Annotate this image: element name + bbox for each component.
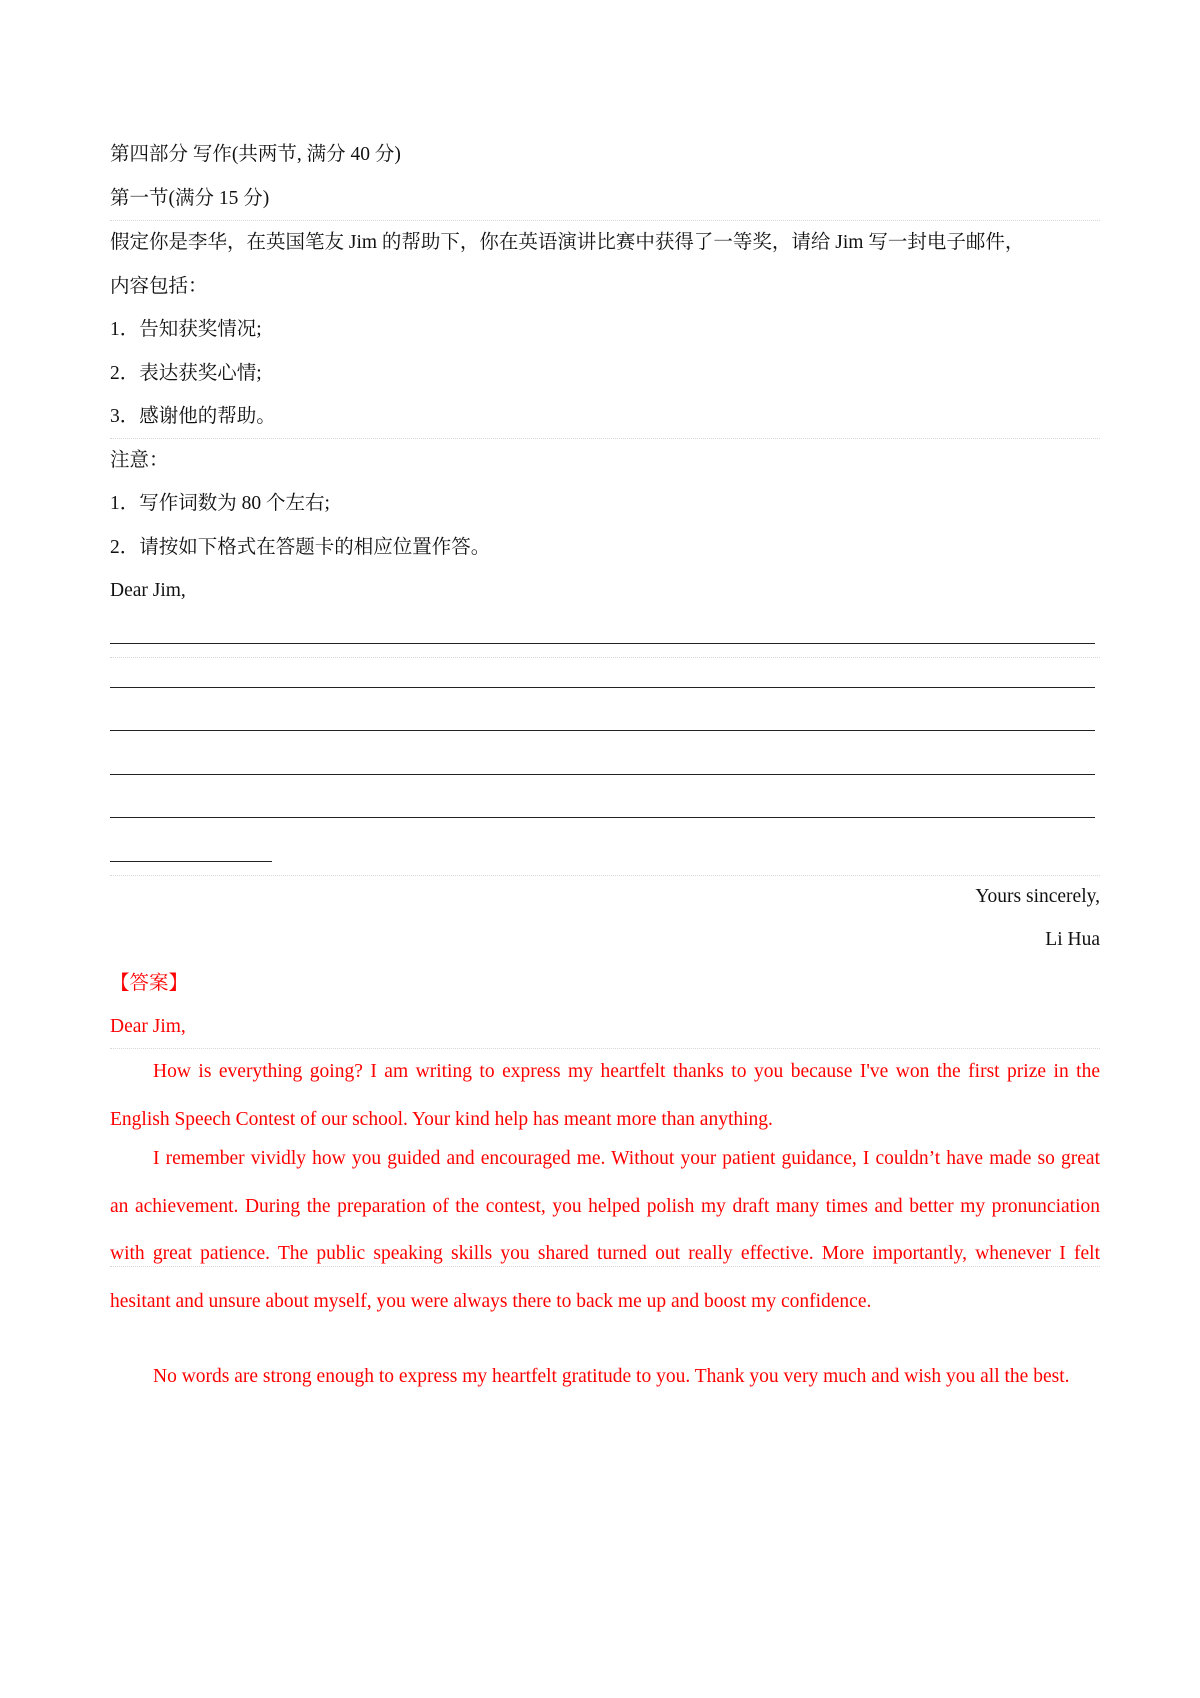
- note-item: 2．请按如下格式在答题卡的相应位置作答。: [110, 537, 491, 558]
- dotted-divider: [110, 1266, 1100, 1267]
- dotted-divider: [110, 220, 1100, 221]
- answer-blank-line: [110, 643, 1095, 644]
- answer-greeting: Dear Jim,: [110, 1016, 186, 1037]
- answer-blank-line: [110, 861, 272, 862]
- notes-title: 注意：: [110, 450, 169, 471]
- section-title: 第一节(满分 15 分): [110, 188, 270, 209]
- part-title: 第四部分 写作(共两节, 满分 40 分): [110, 144, 401, 165]
- content-point: 3．感谢他的帮助。: [110, 406, 276, 427]
- answer-paragraph: I remember vividly how you guided and encouraged me. Without your patient guidance, I couldn’t have made so great an achievement. During the preparation of the contest, you helped polish my draft many times and better my pronunciation with great patience. The public speaking skills you shared turned out really effective. More importantly, whenever I felt hesitant and unsure about myself, you were always there to back me up and boost my confidence.: [110, 1148, 1100, 1312]
- dotted-divider: [110, 875, 1100, 876]
- answer-blank-line: [110, 730, 1095, 731]
- letter-signature: Li Hua: [1045, 929, 1100, 950]
- prompt-text: 假定你是李华，在英国笔友 Jim 的帮助下，你在英语演讲比赛中获得了一等奖，请给 Jim 写一封电子邮件，: [110, 232, 1025, 253]
- letter-closing: Yours sincerely,: [975, 886, 1100, 907]
- note-item: 1．写作词数为 80 个左右;: [110, 493, 330, 514]
- content-point: 1．告知获奖情况;: [110, 319, 262, 340]
- prompt-text: 内容包括：: [110, 276, 208, 297]
- answer-label: 【答案】: [110, 973, 189, 994]
- answer-blank-line: [110, 774, 1095, 775]
- answer-blank-line: [110, 687, 1095, 688]
- letter-greeting: Dear Jim,: [110, 580, 186, 601]
- dotted-divider: [110, 657, 1100, 658]
- dotted-divider: [110, 438, 1100, 439]
- content-point: 2．表达获奖心情;: [110, 363, 262, 384]
- answer-paragraph: How is everything going? I am writing to express my heartfelt thanks to you because I've won the first prize in the English Speech Contest of our school. Your kind help has meant more than anything.: [110, 1061, 1100, 1130]
- answer-paragraph: No words are strong enough to express my heartfelt gratitude to you. Thank you very much and wish you all the best.: [153, 1366, 1070, 1387]
- answer-blank-line: [110, 817, 1095, 818]
- document-page: [110, 0, 1100, 1698]
